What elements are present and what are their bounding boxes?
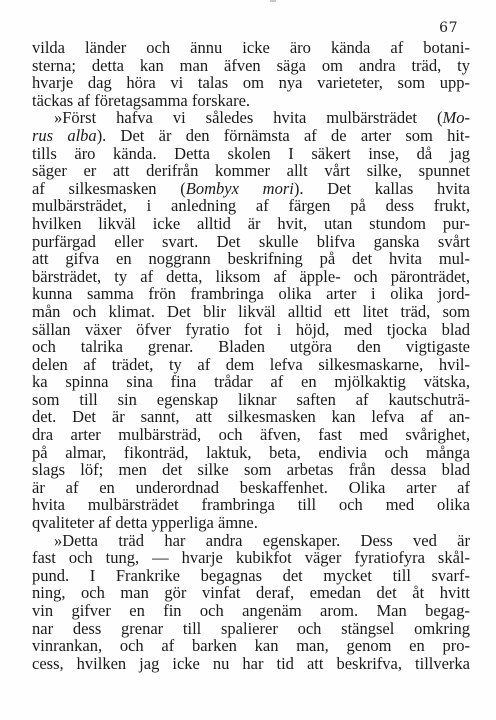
text-line [32, 461, 470, 479]
body-text [32, 39, 470, 672]
top-edge-mark [270, 0, 276, 2]
line-text: säger er att derifrån kommer allt vårt silke, spunnet [32, 161, 470, 181]
text-line [32, 408, 470, 426]
text-line [32, 321, 470, 339]
line-text: sterna; detta kan man äfven säga om andra träd, ty [32, 55, 470, 75]
line-text: hvilken likväl icke alltid är hvit, utan stundom pur- [32, 213, 470, 233]
text-line [32, 197, 470, 215]
line-text: det. Det är sannt, att silkesmasken kan lefva af an- [32, 407, 470, 427]
line-text: cess, hvilken jag icke nu har tid att beskrifva, tillverka [32, 653, 470, 673]
line-text: sällan växer öfver fyratio fot i höjd, med tjocka blad [32, 319, 470, 339]
text-line [32, 584, 470, 602]
text-line [32, 233, 470, 251]
italic-text: Bombyx mori [185, 178, 294, 198]
line-text: ). Det är den förnämsta af de arter som hit- [96, 125, 471, 145]
line-text: dra arter mulbärsträd, och äfven, fast med svårighet, [32, 425, 470, 445]
line-text: delen af trädet, ty af dem lefva silkesmaskarne, hvil- [32, 354, 470, 374]
line-text: att gifva en noggrann beskrifning på det hvita mul- [32, 249, 470, 269]
line-text: som till sin egenskap liknar saften af kautschuträ- [32, 389, 470, 409]
text-line [32, 215, 470, 233]
line-text: tills äro kända. Detta skolen I säkert inse, då jag [32, 143, 470, 163]
text-line [32, 426, 470, 444]
text-line [32, 145, 470, 163]
text-line [32, 496, 470, 514]
text-line [32, 285, 470, 303]
text-line [32, 620, 470, 638]
text-line [32, 180, 470, 198]
text-line [32, 514, 470, 532]
line-text: kunna samma frön frambringa olika arter i olika jord- [32, 284, 470, 304]
line-text: ka spinna sina fina trådar af en mjölkaktig vätska, [32, 372, 470, 392]
text-line [32, 655, 470, 673]
text-line [32, 356, 470, 374]
line-text: »Först hafva vi således hvita mulbärsträdet ( [54, 108, 443, 128]
text-line [32, 567, 470, 585]
line-text: af silkesmasken ( [32, 178, 186, 198]
line-text: fast och tung, — hvarje kubikfot väger fyratiofyra skål- [32, 548, 470, 568]
text-line [32, 602, 470, 620]
line-text: nar dess grenar till spalierer och stängsel omkring [32, 618, 470, 638]
text-line [32, 127, 470, 145]
text-line [32, 338, 470, 356]
line-text: mulbärsträdet, i anledning af färgen på dess frukt, [32, 196, 470, 216]
text-line [32, 57, 470, 75]
line-text: purfärgad eller svart. Det skulle blifva ganska svårt [32, 231, 470, 251]
text-line [32, 303, 470, 321]
text-line [32, 74, 470, 92]
line-text: vin gifver en fin och angenäm arom. Man begag- [32, 601, 470, 620]
text-line [32, 532, 470, 550]
text-line [32, 391, 470, 409]
line-text: vinrankan, och af barken kan man, genom en pro- [32, 636, 470, 656]
line-text: vilda länder och ännu icke äro kända af botani- [32, 38, 470, 57]
italic-text: rus alba [32, 125, 97, 145]
line-text: »Detta träd har andra egenskaper. Dess ved är [54, 530, 470, 550]
line-text: pund. I Frankrike begagnas det mycket till svarf- [32, 565, 470, 585]
line-text: mån och klimat. Det blir likväl alltid ett litet träd, som [32, 301, 470, 321]
text-line [32, 92, 470, 110]
line-text: hvita mulbärsträdet frambringa till och med olika [32, 495, 470, 515]
line-text: ning, och man gör vinfat deraf, emedan det åt hvitt [32, 583, 470, 603]
text-line [32, 250, 470, 268]
text-line [32, 444, 470, 462]
text-line [32, 162, 470, 180]
line-text: ). Det kallas hvita [293, 178, 470, 198]
line-text: hvarje dag höra vi talas om nya varieteter, som upp- [32, 73, 470, 93]
line-text: slags löf; men det silke som arbetas från dessa blad [32, 460, 470, 480]
text-line [32, 39, 470, 57]
line-text: på almar, fikonträd, laktuk, beta, endivia och många [32, 442, 470, 462]
italic-text: Mo- [442, 108, 470, 128]
text-line [32, 479, 470, 497]
text-line [32, 637, 470, 655]
line-text: täckas af företagsamma forskare. [32, 90, 251, 110]
text-line [32, 373, 470, 391]
text-line [32, 268, 470, 286]
text-line [32, 549, 470, 567]
line-text: är af en underordnad beskaffenhet. Olika arter af [32, 477, 470, 497]
line-text: qvaliteter af detta ypperliga ämne. [32, 513, 258, 533]
line-text: bärsträdet, ty af detta, liksom af äpple- och päronträdet, [32, 266, 470, 286]
text-line [32, 109, 470, 127]
line-text: och talrika grenar. Bladen utgöra den vigtigaste [32, 337, 470, 357]
page-number: 67 [439, 20, 458, 36]
